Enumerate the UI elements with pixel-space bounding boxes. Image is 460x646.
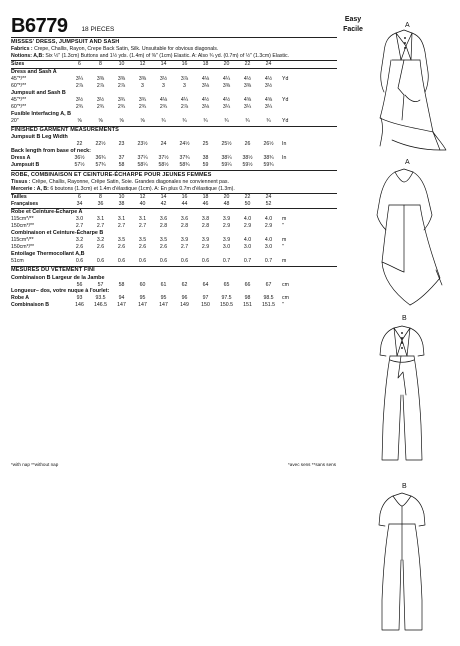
table-cell: 2.6 [75,243,84,250]
row-label: Dress A [11,155,31,162]
size-cell: 6 [78,61,81,68]
size-cell: 36 [97,201,104,208]
table-cell: 2.7 [96,223,105,230]
table-cell: 0.7 [264,257,273,264]
difficulty-en: Easy [344,16,362,23]
size-cell: 50 [244,201,251,208]
table-cell: 3¼ [222,103,231,110]
unit-label: cm [282,295,289,302]
table-cell: ¾ [161,117,166,124]
table-cell: 4½ [222,97,231,104]
table-cell: 0.7 [222,257,231,264]
table-cell: 146 [75,302,84,309]
group-title: Combinaison et Ceinture-Écharpe B [11,230,104,237]
table-cell: 0.6 [138,257,147,264]
table-cell: 2.6 [117,243,126,250]
table-cell: 147 [138,302,147,309]
table-cell: 4¼ [180,97,189,104]
row-label: Robe A [11,295,29,302]
table-cell: 3⅜ [222,83,231,90]
table-cell: ⅝ [140,117,145,124]
row-label: 150cm*/** [11,243,35,250]
table-cell: 4.0 [243,216,252,223]
table-cell: 95 [160,295,167,302]
table-cell: 0.7 [243,257,252,264]
table-cell: 38½ [242,155,253,162]
table-cell: 2¾ [138,103,147,110]
table-cell: 3.0 [264,243,273,250]
table-cell: 3.1 [96,216,105,223]
table-cell: 38 [202,155,209,162]
table-cell: 3.0 [243,243,252,250]
row-label: 20" [11,117,19,124]
size-cell: 8 [99,194,102,201]
table-cell: ¾ [224,117,229,124]
group-title: Jumpsuit and Sash B [11,90,66,97]
table-cell: 0.6 [96,257,105,264]
size-cell: 14 [160,61,167,68]
table-cell: 2.7 [138,223,147,230]
table-cell: 22½ [95,141,106,148]
size-cell: 52 [265,201,272,208]
unit-label: " [282,223,284,230]
table-cell: ¾ [266,117,271,124]
table-cell: 3.9 [180,237,189,244]
unit-label: Yd [282,97,289,104]
unit-label: " [282,243,284,250]
table-cell: 2.6 [159,243,168,250]
table-cell: 3.9 [222,237,231,244]
table-cell: 3.9 [222,216,231,223]
table-cell: 3⅜ [96,76,105,83]
table-cell: 97.5 [221,295,232,302]
table-cell: 3¾ [117,97,126,104]
table-cell: 3 [183,83,186,90]
table-cell: 4.0 [264,216,273,223]
table-cell: 3.9 [201,237,210,244]
table-cell: 26½ [263,141,274,148]
table-cell: 65 [223,281,230,288]
size-cell: 22 [244,194,251,201]
table-cell: 3.5 [159,237,168,244]
table-cell: 147 [159,302,168,309]
table-cell: 2⅞ [96,83,105,90]
table-cell: 3.1 [138,216,147,223]
figure-letter: B [402,483,407,490]
row-label: 51cm [11,257,24,264]
size-cell: 10 [118,194,125,201]
table-cell: 3.8 [201,216,210,223]
table-cell: 2.7 [75,223,84,230]
table-cell: 2.9 [264,223,273,230]
unit-label: In [282,141,287,148]
table-cell: 150.5 [220,302,233,309]
size-cell: 34 [76,201,83,208]
table-cell: 4.0 [264,237,273,244]
table-cell: 4½ [264,76,273,83]
table-cell: 58 [118,162,125,169]
table-cell: 26 [244,141,251,148]
nap-footnote-fr: *avec sens **sans sens [288,462,337,467]
size-cell: 22 [244,61,251,68]
table-cell: 24 [160,141,167,148]
size-cell: 24 [265,61,272,68]
unit-label: In [282,155,287,162]
notions-text: Notions: A,B: Six ½" (1.3cm) Buttons and 1½ yds. (1.4m) of ⅜" (1cm) Elastic. A: Also ¾ yd. (0.7m) of ½" (1.3cm) Elastic. [11,53,337,62]
row-label: 60"*/** [11,103,27,110]
table-cell: 2¾ [96,103,105,110]
table-cell: 66 [244,281,251,288]
row-label: Combinaison B [11,302,50,309]
group-title: Dress and Sash A [11,69,57,76]
nap-footnote-en: *with nap **without nap [11,462,59,467]
table-cell: ⅝ [77,117,82,124]
table-cell: 25 [202,141,209,148]
row-label: 45"*/** [11,97,27,104]
table-cell: 37¾ [179,155,190,162]
table-cell: 3 [162,83,165,90]
table-cell: ¾ [182,117,187,124]
table-cell: 0.6 [180,257,189,264]
table-cell: 2.9 [222,223,231,230]
size-cell: 12 [139,61,146,68]
row-label: 60"*/** [11,83,27,90]
table-cell: 2¾ [159,103,168,110]
table-cell: 3½ [264,83,273,90]
table-cell: 22 [76,141,83,148]
table-cell: 3.2 [75,237,84,244]
size-cell: 20 [223,61,230,68]
fabrics-text: Fabrics : Crepe, Challis, Rayon, Crepe Back Satin, Silk. Unsuitable for obvious diagonals. [11,45,219,52]
table-cell: 3¼ [243,103,252,110]
table-cell: 3⅛ [201,103,210,110]
table-cell: 2.8 [180,223,189,230]
table-cell: 57½ [74,162,85,169]
table-cell: 3¼ [75,76,84,83]
table-cell: 0.6 [201,257,210,264]
table-cell: 58¼ [137,162,148,169]
size-cell: 8 [99,61,102,68]
table-cell: 98 [244,295,251,302]
table-cell: 94 [118,295,125,302]
table-cell: 62 [181,281,188,288]
figure-dress-a-front [380,22,446,150]
table-cell: 0.6 [117,257,126,264]
row-label: 115cm*/** [11,237,34,244]
table-cell: 3⅜ [138,76,147,83]
table-cell: 97 [202,295,209,302]
table-cell: 3¾ [138,97,147,104]
table-cell: 4⅛ [201,76,210,83]
francaises-label: Françaises [11,201,39,208]
table-cell: 95 [139,295,146,302]
table-cell: ⅝ [98,117,103,124]
table-cell: 37¼ [137,155,148,162]
size-cell: 40 [139,201,146,208]
row-label: 115cm*/** [11,216,34,223]
unit-label: m [282,216,287,223]
table-cell: 2.7 [180,243,189,250]
row-label: 150cm*/** [11,223,35,230]
table-cell: 3½ [159,76,168,83]
table-cell: 4.0 [243,237,252,244]
table-cell: 3 [141,83,144,90]
size-cell: 16 [181,194,188,201]
figure-jumpsuit-b-front [380,315,424,460]
table-cell: 59¼ [221,162,232,169]
row-label: 45"*/** [11,76,27,83]
sizes-label: Sizes [11,61,25,68]
size-cell: 14 [160,194,167,201]
table-cell: 59¾ [263,162,274,169]
table-cell: 2⅞ [180,103,189,110]
table-cell: 36½ [74,155,85,162]
french-title: ROBE, COMBINAISON ET CEINTURE-ÉCHARPE POUR JEUNES FEMMES [11,170,337,179]
table-cell: 4½ [201,97,210,104]
size-cell: 48 [223,201,230,208]
table-cell: 146.5 [94,302,107,309]
figure-letter: B [402,315,407,322]
unit-label: cm [282,281,289,288]
table-cell: 3.5 [138,237,147,244]
size-cell: 12 [139,194,146,201]
table-cell: 4⅝ [264,97,273,104]
group-title: Fusible Interfacing A, B [11,110,72,117]
mesures-title: MESURES DU VÊTEMENT FINI [11,266,337,275]
unit-label: m [282,257,287,264]
table-cell: 149 [180,302,189,309]
table-cell: 4⅛ [159,97,168,104]
figure-letter: A [405,159,410,166]
table-cell: 4⅝ [243,97,252,104]
table-cell: 2⅞ [117,83,126,90]
group-title: Robe et Ceinture-Écharpe A [11,209,83,216]
table-cell: 3⅜ [243,83,252,90]
table-cell: 4½ [243,76,252,83]
table-cell: 147 [117,302,126,309]
row-label: Jumpsuit B [11,162,40,169]
table-cell: 3.0 [75,216,84,223]
table-cell: 151.5 [262,302,275,309]
table-cell: 3.0 [222,243,231,250]
table-cell: 2.9 [201,243,210,250]
table-cell: 23½ [137,141,148,148]
table-cell: 58 [118,281,125,288]
table-cell: 3.1 [117,216,126,223]
table-cell: 37½ [158,155,169,162]
pattern-number: B6779 [11,15,68,37]
table-cell: 3.6 [159,216,168,223]
table-cell: 2.7 [117,223,126,230]
table-cell: 150 [201,302,210,309]
group-title: Entoilage Thermocollant A,B [11,250,85,257]
table-cell: 2.8 [201,223,210,230]
size-cell: 20 [223,194,230,201]
table-cell: 93.5 [95,295,106,302]
size-cell: 18 [202,194,209,201]
table-cell: 3¼ [264,103,273,110]
table-cell: 3⅞ [180,76,189,83]
table-cell: 96 [181,295,188,302]
table-cell: 24½ [179,141,190,148]
unit-label: m [282,237,287,244]
table-cell: 64 [202,281,209,288]
table-cell: 23 [118,141,125,148]
english-title: MISSES' DRESS, JUMPSUIT AND SASH [11,37,337,46]
tissus-text: Tissus : Crêpe, Challis, Rayonne, Crêpe Satin, Soie. Grandes diagonales ne conviennent pas. [11,178,229,185]
table-cell: 4¼ [222,76,231,83]
table-cell: 36¾ [95,155,106,162]
table-cell: 3⅛ [201,83,210,90]
table-cell: 3½ [75,97,84,104]
table-cell: 2⅞ [75,83,84,90]
table-cell: 38¼ [221,155,232,162]
size-cell: 16 [181,61,188,68]
size-cell: 6 [78,194,81,201]
size-cell: 44 [181,201,188,208]
table-cell: 58¾ [179,162,190,169]
table-cell: 25½ [221,141,232,148]
mercerie-text: Mercerie : A, B: 6 boutons (1.3cm) et 1.4m d'élastique (1cm). A: En plus 0.7m d'élastique (1.3m). [11,186,337,195]
table-cell: 59 [202,162,209,169]
difficulty-fr: Facile [343,26,363,33]
table-cell: 0.6 [159,257,168,264]
table-cell: 58½ [158,162,169,169]
table-cell: 57 [97,281,104,288]
table-cell: 60 [139,281,146,288]
table-cell: 59½ [242,162,253,169]
table-cell: ⅝ [119,117,124,124]
unit-label: " [282,302,284,309]
table-cell: ¾ [245,117,250,124]
back-length-title: Back length from base of neck: [11,148,91,155]
tailles-label: Tailles [11,194,27,201]
table-cell: 56 [76,281,83,288]
table-cell: 3.6 [180,216,189,223]
table-cell: 2.6 [96,243,105,250]
piece-count: 18 PIECES [81,26,115,33]
table-cell: 2.8 [159,223,168,230]
leg-width-title: Jumpsuit B Leg Width [11,134,68,141]
size-cell: 18 [202,61,209,68]
unit-label: Yd [282,117,289,124]
table-cell: 2.9 [243,223,252,230]
table-cell: 3.2 [96,237,105,244]
size-cell: 46 [202,201,209,208]
figure-letter: A [405,22,410,29]
table-cell: 38¾ [263,155,274,162]
size-cell: 24 [265,194,272,201]
table-cell: 3.5 [117,237,126,244]
table-cell: 0.6 [75,257,84,264]
table-cell: 3½ [96,97,105,104]
table-cell: 2¾ [75,103,84,110]
table-cell: 37 [118,155,125,162]
table-cell: 151 [243,302,252,309]
figure-jumpsuit-b-back [379,483,425,630]
table-cell: 57¾ [95,162,106,169]
size-cell: 42 [160,201,167,208]
size-cell: 10 [118,61,125,68]
unit-label: Yd [282,76,289,83]
size-cell: 38 [118,201,125,208]
table-cell: 61 [160,281,167,288]
measurements-title: FINISHED GARMENT MEASUREMENTS [11,126,337,135]
table-cell: 3⅜ [117,76,126,83]
table-cell: 67 [265,281,272,288]
figure-dress-a-back [377,159,442,305]
table-cell: ¾ [203,117,208,124]
largeur-title: Combinaison B Largeur de la Jambe [11,274,105,281]
table-cell: 2.6 [138,243,147,250]
longueur-title: Longueur– dos, votre nuque à l'ourlet: [11,288,110,295]
table-cell: 93 [76,295,83,302]
table-cell: 98.5 [263,295,274,302]
table-cell: 2¾ [117,103,126,110]
